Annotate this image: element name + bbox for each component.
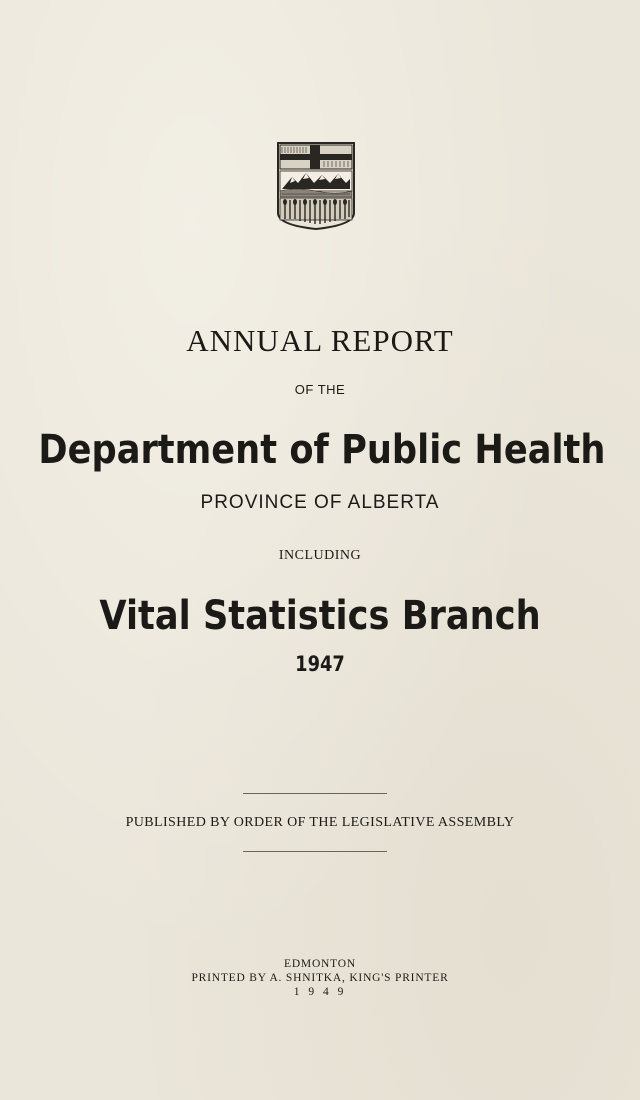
- of-the-text: OF THE: [294, 382, 346, 397]
- alberta-coat-of-arms-icon: [276, 141, 356, 231]
- branch-title: Vital Statistics Branch: [99, 593, 541, 639]
- report-heading: ANNUAL REPORT: [186, 323, 454, 358]
- divider-bottom: [243, 851, 387, 852]
- imprint-city: EDMONTON: [284, 958, 356, 970]
- divider-top: [243, 793, 387, 794]
- published-by-text: PUBLISHED BY ORDER OF THE LEGISLATIVE ASSEMBLY: [125, 815, 515, 830]
- report-year: 1947: [295, 652, 345, 676]
- department-title: Department of Public Health: [38, 427, 606, 473]
- imprint-printer: PRINTED BY A. SHNITKA, KING'S PRINTER: [191, 972, 449, 984]
- including-text: INCLUDING: [278, 548, 362, 563]
- imprint-year: 1 9 4 9: [293, 986, 347, 998]
- province-name: PROVINCE OF ALBERTA: [200, 492, 440, 513]
